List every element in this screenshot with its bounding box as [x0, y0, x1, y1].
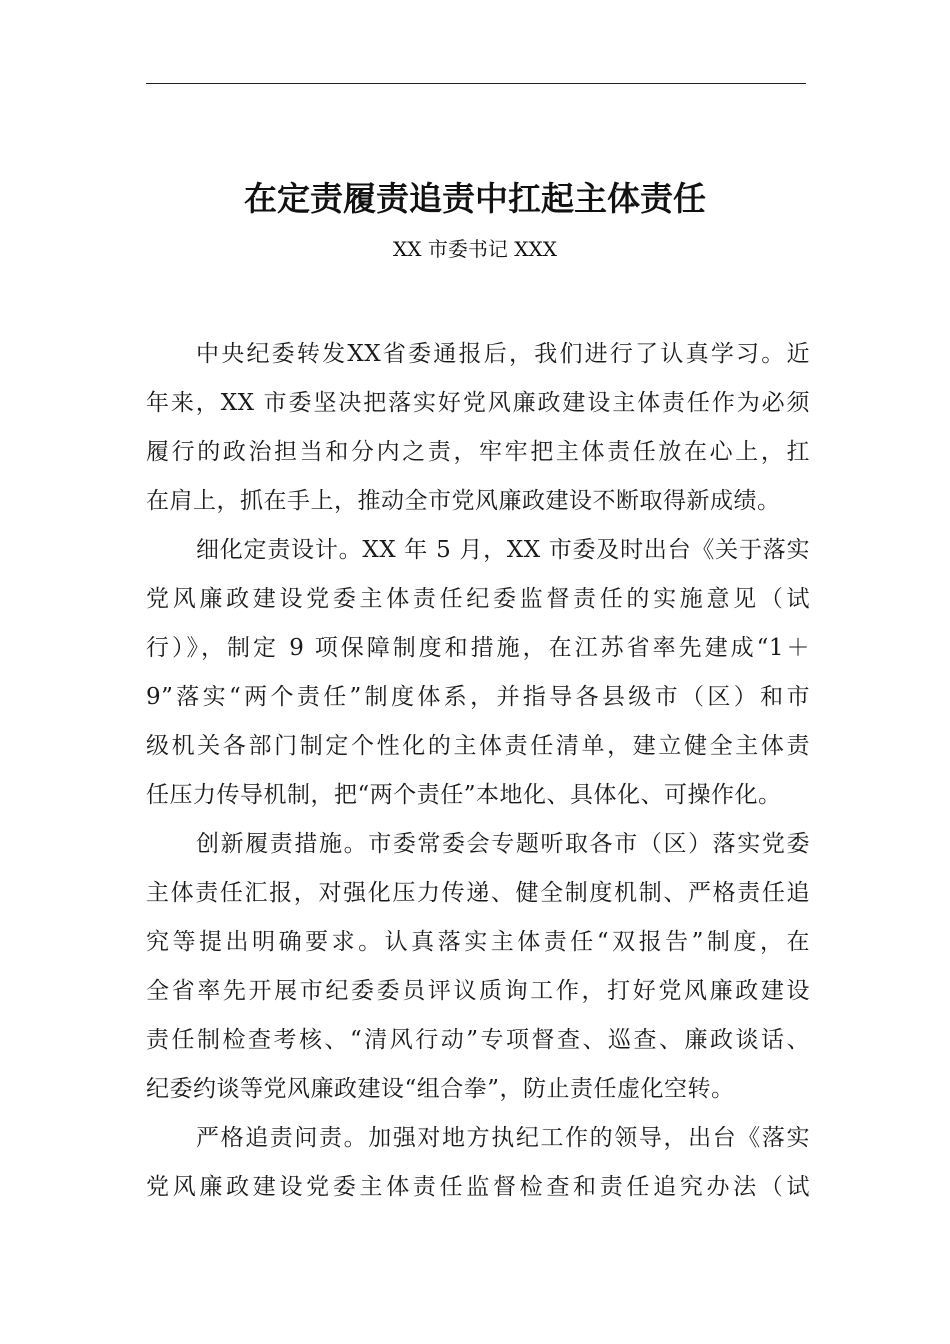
text-line: 任压力传导机制，把“两个责任”本地化、具体化、可操作化。 — [146, 782, 782, 808]
document-body — [146, 330, 810, 1212]
text-line: 严格追责问责。加强对地方执纪工作的领导，出台《落实 — [196, 1125, 810, 1151]
paragraph-accountability — [146, 1114, 810, 1212]
text-line: 行）》，制定 9 项保障制度和措施，在江苏省率先建成“1＋ — [146, 635, 810, 661]
paragraph-intro — [146, 330, 810, 526]
text-line: 履行的政治担当和分内之责，牢牢把主体责任放在心上，扛 — [146, 439, 810, 465]
text-line: 主体责任汇报，对强化压力传递、健全制度机制、严格责任追 — [146, 880, 810, 906]
text-line: 纪委约谈等党风廉政建设“组合拳”，防止责任虚化空转。 — [146, 1076, 735, 1102]
text-line: 级机关各部门制定个性化的主体责任清单，建立健全主体责 — [146, 733, 810, 759]
text-line: 创新履责措施。市委常委会专题听取各市（区）落实党委 — [196, 831, 810, 857]
paragraph-fulfill-responsibility — [146, 820, 810, 1114]
text-line: 中央纪委转发XX省委通报后，我们进行了认真学习。近 — [196, 341, 810, 367]
document-title: 在定责履责追责中扛起主体责任 — [244, 179, 706, 218]
text-line: 党风廉政建设党委主体责任纪委监督责任的实施意见（试 — [146, 586, 810, 612]
paragraph-define-responsibility — [146, 526, 810, 820]
text-line: 年来，XX 市委坚决把落实好党风廉政建设主体责任作为必须 — [146, 390, 810, 416]
text-line: 细化定责设计。XX 年 5 月，XX 市委及时出台《关于落实 — [196, 537, 810, 563]
text-line: 全省率先开展市纪委委员评议质询工作，打好党风廉政建设 — [146, 978, 810, 1004]
text-line: 究等提出明确要求。认真落实主体责任“双报告”制度，在 — [146, 929, 810, 955]
text-line: 责任制检查考核、“清风行动”专项督查、巡查、廉政谈话、 — [146, 1027, 810, 1053]
text-line: 党风廉政建设党委主体责任监督检查和责任追究办法（试 — [146, 1174, 810, 1200]
header-rule — [146, 83, 806, 84]
text-line: 9”落实“两个责任”制度体系，并指导各县级市（区）和市 — [146, 684, 810, 710]
author-byline: XX 市委书记 XXX — [393, 237, 557, 261]
text-line: 在肩上，抓在手上，推动全市党风廉政建设不断取得新成绩。 — [146, 488, 781, 514]
